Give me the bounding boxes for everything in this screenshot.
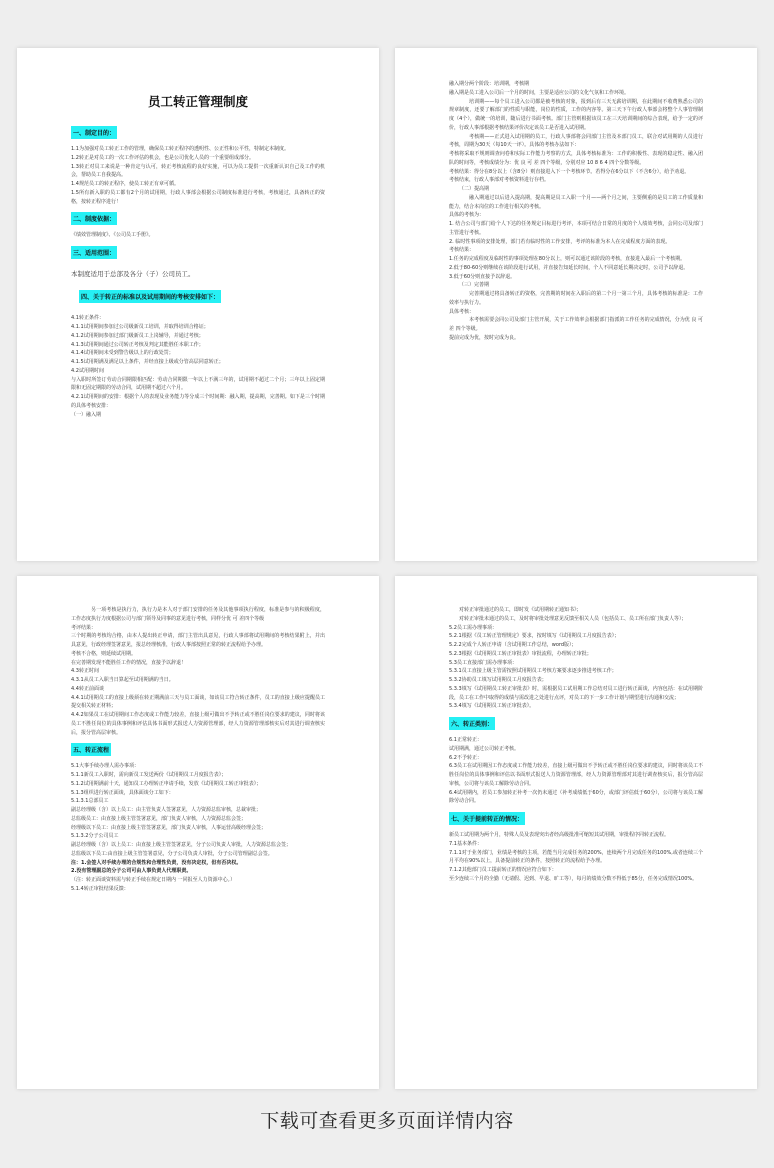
section-heading-basis: 二、制度依据： — [71, 212, 117, 225]
text-line: 5.2.1根据《员工转正管理规定》要求，按时填写《试用期员工月度报告表》； — [449, 633, 620, 640]
note-line: 注：1.会签人对手续办理的合规性和合理性负责，没有决定权，但有否决权。 — [71, 859, 242, 866]
text-line: 总监级以下员工:由直接上级主管签署意见，分子公司负责人审批，分子公司管理副总会签。 — [71, 850, 273, 857]
text-line: 三个时期的考核均合格，由本人提出转正申请，部门主管出具意见，行政人事部将试用期间的考核结果附上，并出具意见，行政经理签署意见，报总经理核准，行政人事部按照正常的转正流程给予办理。 — [71, 633, 325, 648]
text-line: 试用期满，通过公司转正考核。 — [449, 745, 520, 752]
document-page-2 — [395, 48, 757, 561]
text-line: 4.1.5试用期满及满足以上条件，并经直接上级或分管高层同意转正； — [71, 359, 224, 366]
text-line: 1.4规范员工的转正程序，使员工转正有章可循。 — [71, 181, 179, 187]
text-line: 对转正审批未通过的员工，及时将审批处理意见反馈至相关人员（包括员工、员工所在部门负责人等）； — [459, 615, 687, 622]
text-line: 5.1.1新员工入职时，需向新员工发送两份《试用期员工月度报告表》； — [71, 772, 227, 778]
text-line: 融入期是员工进入公司后一个月的时间，主要是适应公司的文化气氛和工作环境。 — [449, 89, 630, 96]
text-line: 5.1.4转正审批结果反馈： — [71, 885, 129, 892]
text-line: 4.4转正前面谈 — [71, 685, 104, 692]
document-page-4 — [395, 576, 757, 1089]
section-heading-standards: 四、关于转正的标准以及试用期间的考核安排如下： — [79, 290, 221, 303]
text-line: 4.4.2如果员工在试用期间工作态度或工作能力较差，直接上级可做出不予转正或不胜任岗位要求的建议，同时将该员工不胜任岗位的具体事例和评估具体书面形式报送人力资源管理部，经人力资源管理部核实后对其进行调查核实后，报分管高层审核。 — [71, 712, 325, 736]
text-line: 新员工试用期为两个月，特殊人员及表现突出者经高级批准可缩短其试用期，审批程序同转正流程。 — [449, 832, 670, 838]
text-line: 融入期通过以后进入提高期，提高期是员工入职一个月——两个月之间，主要侧重的是员工的工作质量和能力，结合本岗位的工作进行相关的考核。 — [449, 194, 703, 210]
text-line: 考评结果： — [71, 624, 97, 631]
document-page-3 — [17, 576, 379, 1089]
text-line: 5.1大事手续办理人需办事项： — [71, 763, 139, 770]
text-line: 7.1.2其他部门员工提前转正的情况应符合如下： — [449, 867, 557, 873]
text-line: 具体的考核为： — [449, 212, 485, 219]
text-line: 5.2.2完成个人转正申请（含试用期工作总结，word版）； — [449, 642, 577, 648]
text-line: 4.1.2试用期间参加过部门级新员工上岗辅导，并通过考核； — [71, 332, 204, 339]
text-line: 具体考核： — [449, 308, 475, 315]
text-line: 4.3.1从员工入职当日算起至试用期满的当日。 — [71, 677, 174, 683]
text-line: 4.3转正时间 — [71, 668, 99, 675]
text-line: 完善期通过将具备转正的资格，完善期的时间在入职后的第二个月一第三个月，具体考核的标准是：工作效率与执行力。 — [449, 291, 703, 306]
text-line: 至少连续三个月的全勤（无请假、迟到、早退、旷工等），每月的绩效分数不得低于85分，任务完成情况100%。 — [449, 875, 698, 882]
text-line: 4.2试用期时间 — [71, 367, 104, 374]
text-line: 4.1转正条件： — [71, 315, 104, 322]
text-line: 与入职时所签订劳动合同期限相匹配：劳动合同期限一年以上不满三年的，试用期不超过二个月；三年以上固定期限和无固定期限的劳动合同，试用期不超过六个月。 — [71, 376, 325, 392]
text-line: 6.3员工在试用期因工作态度或工作能力较差，直接上级可做出不予转正或不胜任岗位要求的建议，同时将该员工不胜任岗位的具体事例和评估以书面形式报送人力资源管理部，经人力资源管理部对其进行调查核实后，报分管高层审核，公司将与该员工解除劳动合同。 — [449, 763, 703, 787]
text-line: 7.1基本条件： — [449, 840, 482, 847]
section-heading-purpose: 一、制定目的： — [71, 126, 117, 139]
text-line: 考核结果：得分在8分以上（含8分）则直接进入下一个考核环节。若得分在6分以下（不含6分），给予劝退。 — [449, 168, 690, 175]
text-line: 《绩效管理制度》、《公司员工手册》。 — [71, 232, 154, 239]
section-heading-process: 五、转正流程 — [71, 743, 111, 756]
text-line: 融入期分两个阶段：培训期，考核期 — [449, 81, 530, 87]
text-line: 5.2.3根据《试用期员工转正审批表》审批流程，办理转正审批； — [449, 650, 592, 657]
text-line: 1.1为加强对员工转正工作的管理，确保员工转正程序的透明性、公正性和公平性，特制定本制度。 — [71, 146, 289, 152]
text-line: 7.1.1对于业务部门，业绩是考核的主项，若能当月完成任务的200%，连续两个月完成任务的100%,或者连续三个月平均在90%以上，具备提前转正的条件，按照转正的流程给予办理。 — [449, 849, 703, 865]
text-line: 经理级以下员工：由直接上级主管签署意见，部门负责人审核，人事运营高级经理会签； — [71, 824, 267, 831]
text-line: 1.任务的完成程度及临时性的事项处理在80分以上，则可以通过该阶段的考核，直接进入最后一个考核期。 — [449, 256, 686, 262]
text-line: 2. 临时性事项的安排处理，部门若有临时性的工作安排，考评的标准为本人在完成程度方面的表现。 — [449, 238, 671, 245]
text-line: 5.2员工需办理事项： — [449, 624, 497, 631]
text-line: 考核结果： — [449, 247, 475, 254]
note-line: 2.没有管理副总的分子公司可由人事负责人代理职责。 — [71, 868, 192, 875]
text-line: 1. 结合公司与部门给个人下达的任务规定目标进行考评，本项可结合日常的月度的个人绩效考核，会同公司及部门主管进行考核。 — [449, 221, 703, 236]
text-line: （二）提高期 — [459, 186, 490, 192]
text-line: 总监级员工：由直接上级主管签署意见，部门负责人审核，人力资源总监会签； — [71, 815, 247, 822]
text-line: 4.4.1试用期员工的直接上级须在转正期满前三天与员工面谈，如该员工符合转正条件，员工的直接上级应提醒员工提交相关转正材料； — [71, 694, 325, 710]
text-line: 3.低于60分则直接予以辞退。 — [449, 273, 516, 280]
download-more-prompt[interactable]: 下载可查看更多页面详情内容 — [260, 1110, 514, 1132]
text-line: 5.1.3.1总部员工 — [71, 798, 109, 805]
text-line: 考核将采取不规则调查问卷和实际工作能力考察的方式，具体考核标准为：工作的积极性、表现的稳定性、融入团队的时间等，考核成绩分为：优 良 可 差 四个等级，分别对应 10 8 6 4 四个分数等级。 — [449, 151, 703, 166]
text-line: （三）完善期 — [459, 282, 490, 289]
text-line: 5.1.3.2分子公司员工 — [71, 833, 119, 840]
text-line: 1.3转正对员工来说是一种肯定与认可，转正考核流程的良好实施，可以为员工提供一次重新认识自己及工作的机会，帮助员工自我提高。 — [71, 163, 325, 179]
text-line: 另一项考核是执行力，执行力是本人对于部门安排的任务及其他事项执行程度，标准是参与的积极程度，工作态度执行力度根据公司与部门领导及同事的意见进行考核，同样分优 可 差四个等级 — [71, 607, 325, 622]
section-heading-scope: 三、适用范围： — [71, 246, 117, 259]
text-line: 4.1.4试用期间未受到警告级以上的行政处罚； — [71, 350, 174, 357]
text-line: 对转正审批通过的员工，即时发《试用期转正通知书》； — [459, 607, 582, 613]
text-line: 5.3.3填写《试用期员工转正审批表》时，需根据员工试用期工作总结对员工进行转正面谈，内容包括：在试用期阶段，员工在工作中取得的成绩与需改进之处进行点评，对员工的下一步工作计划与期望进行沟通和交流； — [449, 685, 703, 701]
section-heading-early-confirmation: 七、关于提前转正的情况： — [449, 812, 525, 825]
text-line: 4.2.1试用期间的安排：根据个人的表现及业务能力等分成三个时间期：融入期，提高期，完善期。如下是三个时期的具体考核安排： — [71, 394, 325, 409]
text-line: 5.1.2试用期满前十天，通知员工办理转正申请手续，发放《试用期员工转正审批表》； — [71, 780, 262, 787]
text-line: （一）融入期 — [71, 411, 102, 418]
text-line: 副总经理级（含）以上员工：由直接上级主管签署意见，分子公司负责人审批，人力资源总监会签； — [71, 842, 292, 848]
text-line: 2.低于80-60分则继续在该阶段进行试用，并直接告知延长时间，个人不同意延长期决定时，公司予以辞退。 — [449, 264, 689, 271]
document-page-1 — [17, 48, 379, 561]
section-heading-categories: 六、转正类别： — [449, 717, 495, 730]
text-line: 考核不合格，则延续试用期。 — [71, 650, 137, 657]
text-line: 本考核需要会同公司及部门主管开展，关于工作效率会根据部门指派的工作任务的完成情况，分为优 良 可 差 四个等级。 — [449, 317, 703, 332]
text-line: 本制度适用于总部及各分（子）公司员工。 — [71, 270, 195, 278]
text-line: （注：转正面谈资料需与转正手续在规定日期内 一同报至人力资源中心。） — [71, 877, 236, 883]
text-line: 1.5所有新入职的员工都有2个月的试用期，行政人事部会根据公司制度标准进行考核，考核通过，具备转正的资格，按转正程序进行！ — [71, 189, 325, 205]
text-line: 5.3.4填写《试用期员工转正审批表》。 — [449, 703, 535, 710]
text-line: 6.1正常转正： — [449, 737, 482, 743]
text-line: 提前完成为优，按时完成为良。 — [449, 334, 520, 341]
text-line: 副总经理级（含）以上员工：由主管负责人签署意见，人力资源总监审核，总裁审批； — [71, 807, 262, 813]
text-line: 培训期——每个员工进入公司都是被考核的对象，报到后有三天无薪培训期，在此期间不收费熟悉公司的规章制度，还要了解部门的性质与职能，岗位的性质，工作的内容等。第三天下午行政人事部会将整个人事管理制度（4个），做统一的培训，随后进行书面考核。部门主管则根据该员工在三天培训期间的综合表现，给予一定的评价，行政人事部根据考核结果评价决定该员工是否进入试用期。 — [449, 98, 703, 131]
section-body-purpose — [71, 145, 325, 206]
text-line: 4.1.3试用期间通过公司转正考核及判定其能胜任本职工作； — [71, 341, 204, 348]
text-line: 考核期——正式进入试用期的员工，行政人事部将会同部门主管及本部门员工，联合对试用期的人员进行考核，周期为30天（每10天一评）。具体的考核办法如下： — [449, 133, 703, 149]
text-line: 6.4试用期内，若员工参加转正补考一次仍未通过（补考成绩低于60分，或部门评估低于60分），公司将与该员工解除劳动合同。 — [449, 789, 703, 805]
text-line: 5.3.2协助员工填写试用期员工月度报告表； — [449, 677, 547, 683]
text-line: 6.2不予转正： — [449, 754, 482, 761]
document-title: 员工转正管理制度 — [147, 94, 248, 109]
text-line: 5.1.3组织进行转正面谈，具体面谈分工如下： — [71, 789, 174, 796]
text-line: 5.3.1员工直接上级主管需按照试用期员工考核方案要求逐步推进考核工作； — [449, 668, 617, 675]
text-line: 5.3员工直接部门需办理事项： — [449, 659, 517, 666]
text-line: 4.1.1试用期间参加过公司级新员工培训，并取得培训合格证； — [71, 324, 209, 331]
text-line: 1.2转正是对员工的一次工作评估的机会，也是公司优化人员的一个重要组成部分。 — [71, 154, 254, 161]
text-line: 考核结束，行政人事部对考核资料进行存档。 — [449, 177, 550, 184]
text-line: 在完善期发现不能胜任工作的情况，直接予以辞退！ — [71, 659, 187, 666]
section-body-standards — [71, 314, 325, 419]
